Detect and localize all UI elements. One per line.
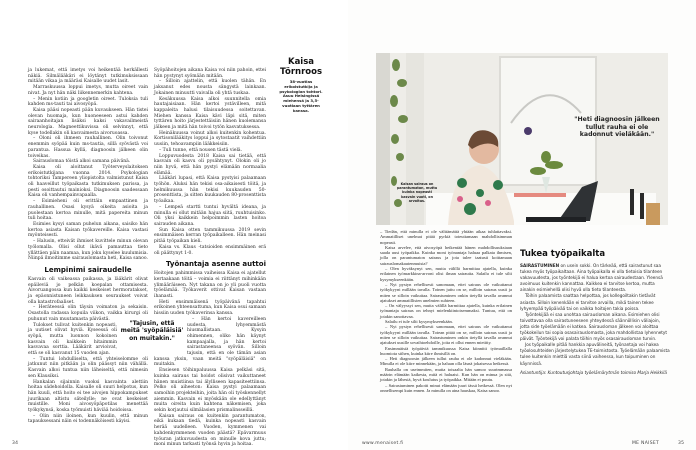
sidebar-lead-word: SAIRASTUMINEN <box>520 263 560 268</box>
paragraph: Heinäkuussa voinut alkoi kuitenkin kohentua. Kortisonilääkitys loppui ja sytostaatit vaihdettiin uusiin, tehoavampiin lääkkeisiin. <box>154 130 266 148</box>
paragraph: – Olen hyväksynyt sen, mutta välillä harmittaa ajatella, kuinka erilainen työmarkkina-arvoni olisi ilman sairautta. Salailu ei tule silti kysymykseenkään. <box>380 266 512 282</box>
paragraph: Kasvain oli vaikeassa paikassa, ja lääkärit olivat epäileviä jo pelkän koepalan ottamisesta. Aivoruangossa kun kaikki keskeiset hermoratakset, ja epäonnistuneen leikkauksen seuraukset voivat olla katastrofaaliset. <box>28 276 148 305</box>
paragraph: – Tuntui lohdulliselta, että yhteiselomme oli jatkunut niin pitkään ja olin päässyt niin vähällä. Kasvain alkoi tuntua niin läheiseltä, että nimesin sen Klausiksi. <box>28 356 148 379</box>
bio-name-first: Kaisa <box>287 57 315 67</box>
magazine-name: ME NAISET <box>632 441 660 446</box>
right-column-1 <box>380 229 512 434</box>
paragraph: – Nyt pystyn rehellisesti sanomaan, ettei sairaus ole vaikuttanut työkykyyni millään tavalla. Totean pitää on se, milloin sairaus uusii ja miten se silloin vaikuttaa. Sairastuminen onkin tietyllä tavalla avannut ajatukset uusille urvaihtoehdoille, joita ei ollut ennen mietitty. <box>380 324 512 346</box>
paragraph: – Lempeä startti tuntui hyvältä ideana, ja minulla ei ollut mitään hajua siitä, ruuhtuisinko. Oli yksi kaikkein helpoimmin lasten hoitoa sairauden aikana. <box>154 204 266 227</box>
paragraph: Kaisa arvelee, että aivosyöpä heikentää hänen mahdollisuuksiaan saada uusi työpaikka. Kuinka moni työnantaja haluaa palkata ihmisen, jolla on parantumaton sairaus ja jota tulee taatusti koittamaan sairauslomakautenmuisia? <box>380 244 512 266</box>
paragraph: – Menin kotiin ja googletin oireet. Tuloksia tuli kahden ms-tauti tai aivosyöpä. <box>28 96 148 108</box>
paragraph: – Halusin, etteivät ihmiset kuvittele minun olevan työlomalla. Olisi ollut ikävä pamauttaa tieto yllättäen päin naamaa, kun joku kyselee kuulumisia. Niinpä ilmoitimme sairauslomasta heti, Kaisa sanoo. <box>28 239 148 262</box>
paragraph: – Oloni oli ihmeen rauhallinen. Olin toivonut enemmin syöpää kuin ms-tautia, sillä syövästä voi parantua. Hassua kyllä, diagnoosin jälkeen olin toiveikas. <box>28 136 148 159</box>
paragraph: – Nyt pystyn rehellisesti sanomaan, ettei sairaus ole vaikuttanut työkykyyni millään tavalla. Toinen juttu on se, milloin sairaus uusii ja miten se silloin vaikuttaa. Sairastuminen onkin tietyllä tavalla avannut ajatukset ammatillisten unelmien suhteen. <box>380 281 512 303</box>
paragraph: Hoitojen pahimmissa vaiheissa Kaisa ei ajatellut kertaakaan töitä – voimia ei riittänyt mihinkään ylimääräiseen. Nyt takana on jo yli puoli vuotta työelämää. Työkaverit ottivat Kaisan vastaan ihanasti. <box>154 271 266 300</box>
paragraph: Töihin palaamista saattaa helpottaa, jos kollegoiltakin tietävät asiasta. Silloin kenenkään ei tarvitse arvailla, mikä tainen tekee lyhyempää työpäivää tai on vaikka hoitojen takia poissa. <box>520 293 656 311</box>
paragraph: – Sairastuminen pakotti minut elämään juuri tässä hetkessä. Olen nyt onnellisempi kuin ennen. Ja minulla on aina hauskaa, Kaisa sanoo. <box>380 382 512 393</box>
paragraph: – Silloin ajattelin, että kuolen tähän. En jaksanut edes nousta sängystä lainkaan. Jokainen minuutti vaivalla oli yhtä tuskaa. <box>154 79 266 96</box>
paragraph: – Tuli tunne, että nousen tästä vielä. <box>159 147 243 153</box>
paragraph: Kaisa oli aloittanut Työterveyslaitoksen erikoistutkijana vuonna 2014. Psykologian tohtoriksi Tampereen yliopistolta valmistunut Kaisa oli haaveillut työpaikasta tutkimuksen parissa, ja pesti osoittautui mainioksi. Diagnoosin saadessaan Kaisa oli vanhempainvapaalla. <box>28 164 148 199</box>
website-url: www.menaiset.fi <box>362 441 404 446</box>
paragraph: Sairauslomaa töistä alkoi samana päivänä. <box>33 159 131 165</box>
paragraph: Heti ensimmäisenä työpäivänä tapahtui erikoinen yhteensattuma, kun Kaisa osui samaan hissiin uuden työkaverinsa kanssa. <box>154 299 266 317</box>
paragraph: Sun Kaisa otten tammikuussa 2019 sevin ensimmäisen kerran työpaikalleen. Hän meinasi pitää työpaikan kieli. <box>154 227 266 245</box>
paragraph: Ensimmäisiä työpäiviä tammikuussa Kaisa kiinnitti työmaillalla huomiota siihen, kuinka kiire ihmisillä on. <box>380 345 512 356</box>
paragraph: – Hän kertoi kavereilleen uudesta, lyhyemmästä hiusmallistaan. Kysyin ohimennen, oliko hän käynyt kampaajalla, ja hän kertoi sairastaneensa syövän. Silloin tajusin, että en ole tämän asian kanssa yksin, vaan meitä "syöpäläisiä" on muitakin. <box>154 316 266 368</box>
bio-description: 38-vuotias erikoistutkija ja psykologian tohtori. Asuu Helsingissä miehensä ja 3,5-vuotiaan tyttären kanssa. <box>279 79 323 113</box>
paragraph: Marraskuussa loppui imetys, mutta oireet vain nivat. Ja nyt hän näki liikennemerkin kahtena. <box>28 85 148 96</box>
left-column-1 <box>28 68 148 440</box>
photo-caption: Kaisan sairaus on parantumaton, mutta kuinka nopeasti kasvain vuoti, on arvoitus. <box>396 182 438 203</box>
paragraph: ja lukemat, että imetys voi heikentää herkällesti näkiä. Silmälääkäri ei löytänyt tutkimuksissaan mitään vikaa ja määräsi Kaisalle uudet lasit. <box>28 68 148 85</box>
paragraph: Hankalan sijainnin vuoksi kasvainta alettiin hoitaa sädehoidolla. Kaisalle oli suuri helpotus, kun hän kuuli, että hoito ei tee aivojen hippokampukset juurikaan altistu säteilylle; ne ovat keskeiset muistille. Moni aivosyöpäpotilas menettää työkykynsä, koska työmuisti häviää hoidoissa. <box>28 379 148 414</box>
paragraph: – Heräteessä olin täysin voimaton ja sekaisin. Osastolla radassa kopuila viikon, vaikka kirurgi oli puhunut vain muutamasta päivästä. <box>28 305 148 322</box>
paragraph: Salailu ei tule silti kysymykseenkään. <box>385 319 453 325</box>
section-heading: Lempinimi sairaudelle <box>44 265 132 274</box>
author-bio <box>276 58 326 114</box>
paragraph: – Heti diagnoosin jälkeen tullut rauha ei ole kadonnut vieläkään. Minulla ei ole kiire minnekään, ja haluan olla läsnä jokaisessa hetkessä. <box>380 356 512 367</box>
paragraph: on usein sokki. On tärkeää, että sairastunut saa tukea myös työpaikaltaan. Aina työpaikalla ei olla tietoisia tilanteen vakavuudesta, jos työntekijä ei halua kertoa sairaudestaan. Yleensä avoimuus kuitenkin kannattaa. Kaikkea ei tarvitse kertoa, mutta ainakin esimiehellä olisi hyvä olla tieto tilanteesta. <box>520 263 663 293</box>
paragraph: Jos työpaikalle pitää hankkia apuvälineitä, työnantaja voi hakea työolosuhteiden järjestelytukea TE-toimistosta. Työelämään palaamista tulee kuitenkin miettiä vasta siinä vaiheessa, kun toipuminen on käynnissä. <box>520 342 670 366</box>
sidebar-body <box>520 263 670 435</box>
paragraph: Kaisa vs. Klaus -tatsioiden ensimmäinen erä oli päättynyt 1-0. <box>154 244 266 256</box>
paragraph: – Esimieheni oli erittäin empaattinen ja rauhallinen. Osasi kysyä oikeita asioita ja puolestaan kertoa minulle, mitä papereita minun tuli hoitaa. <box>28 199 148 222</box>
photo-quote: "Heti diagnoosin jälkeen tullut rauha ei ole kadonnut vieläkään." <box>574 116 660 139</box>
paragraph: Tulokset tulivat kuitenkin nopeasti, ja uutiset olivat hyviä. Kyseessä oli syöpä, mutta luonnon kokoinen kasvain oli kaikkein hitaimmin kasvavaa sorttia. Lääkärit arvioivat, että se oli kasvanut 15 vuoden ajan. <box>28 322 117 357</box>
paragraph: Kesäkuussa Kaisa alkoi suunnitella omia hautajaisiaan. Hän kertoi ystävilleen, mitä kappaleita halusi tilaisuudessa soitettavan. Miehen kanssa Kaisa kävi läpi sitä, miten tyttären hoito järjestettäisiin hänen kuolemansa jälkeen ja mitä hän toivoi tytön kasvatuksessa. <box>154 96 266 131</box>
paragraph: – On välyyssyi sen, mutta välillä harmittaa ajatella, kuinka erilainen työnantaja sairaus on tehnyt mielenkiintoisemmaksi. Tuntuu, että on jotakin sanottavaa. <box>380 303 512 319</box>
paragraph: Työntekijää ei saa unohtaa sairausloman aikana. Esimiehen olisi toivottavaa olla sairastuneeseen yhteydessä säännöllisin väliajoin, jotta side työelämään ei katkea. Sairausloman jälkeen voi aloittaa työkokeilun tai sopia osasairauslomasta, joka mahdollistaa lyhennetyt päivät. Työntekijä voi palata töihin myös osasairausloman turvin. <box>520 311 668 342</box>
paragraph: Loppuvuodesta 2018 Kaisa sai tietää, että kasvain oli kasvu oli pysähtynyt. Olokin oli jo niin hyvä, että hän pystyi elämään normaalia elämää. <box>154 153 266 176</box>
paragraph: Syöpähoitojen aikana Kaisa voi niin pahoin, ettei hän pystynyt syömään mitään. <box>154 68 266 79</box>
paragraph: – Olin niin iloinen, kun kuulin, että minun tapauksessani näin ei todennäköisesti käyisi. <box>28 413 148 425</box>
paragraph: Ensiesen töihinpaluussa Kaisa pelkäsi sitä, kuinka sairaus tai hoidot olisivat vaikuttaneet hänen muistiinsa tai älylliseen kapasiteettiinsa. Pelko oli aiheeton: Kaisa pystyi palaamaan samoihin projekteihin, joita hän oli työskennellyt aiemmin. Kasvain ei myöskään ole edellyttänyt muita oireita kuin kahtena näkemisen, joka sekin korjautui silmälasien prismalinsseillä. <box>154 368 266 414</box>
paragraph: – Tiedän, että minulla ei ole välttämättä yhtään aikaa tuhlattavaksi. Ammatilliset unelmat pitää pyrkiä toteuttamaan mahdollisimman nopeasti. <box>380 229 512 245</box>
pull-quote: "Tajusin, että meitä 'syöpäläisiä' on muitakin." <box>120 320 184 342</box>
paragraph: Esimies kysyi saman puhelun aikana, saisiko hän kertoa asiasta Kaisan työkavereille. Kaisa vastasi myönteisesti. <box>28 221 148 239</box>
paragraph: Lääkäri lupasi, että Kaisa pystyisi palaamaan työhön. Aluksi hän tekisi osa-aikaisesti töitä, ja helmikuussa hän tekisi kuukauden 50-prosenttista, ja sitten kuukauden 80-prosenttista työaikaa. <box>154 176 266 205</box>
page-number-right: 35 <box>678 441 685 446</box>
paragraph: Rauhalla on useimmiten, mutta toisaalta hän samoo suurimmassa määrin elämään kaikesta, mitä ei haluaisi. Kun hän on minua ja sitä, jotakin ja lähesiä, hyvä koulutus ja työpaikka. Mitään ei puutu. <box>380 366 512 383</box>
page-number-left: 34 <box>12 441 19 446</box>
expert-credit: Asiantuntija: Kuntoutusjohtaja työelämärytmän toimiso Marja Heikkilä <box>520 369 667 375</box>
bio-name-last: Törnroos <box>279 66 322 77</box>
paragraph: Kaisan sairaus on kuitenkin parantumaton, eikä kukaan tiedä, kuinka nopeasti kasvain herää uudelleen. Vuoden, kymmenen vai kahdenkymmenen vuoden päästä? Epävarmuus työuran jatkuvuudesta on minulle kova juttu; moni minun tarkasti työnsä hyvin ja hoitaa. <box>154 413 266 448</box>
sidebar-title: Tukea työpaikalta <box>520 249 606 259</box>
left-column-2 <box>154 68 266 448</box>
section-heading: Työnantaja asenne auttoi <box>165 260 266 269</box>
paragraph: Kaisa pääsi nopeasti pään kuvaukseen. Hän tistei olevan huomaja, kun huoneeseen astui kahden sairaanhoitajan lisäksi kaksi vakavailmeistä neurologia. Magneettikuvissa oli selvinnyt, että kyse todellakin oli kasvaimesta aivoruoassa. <box>28 107 148 136</box>
